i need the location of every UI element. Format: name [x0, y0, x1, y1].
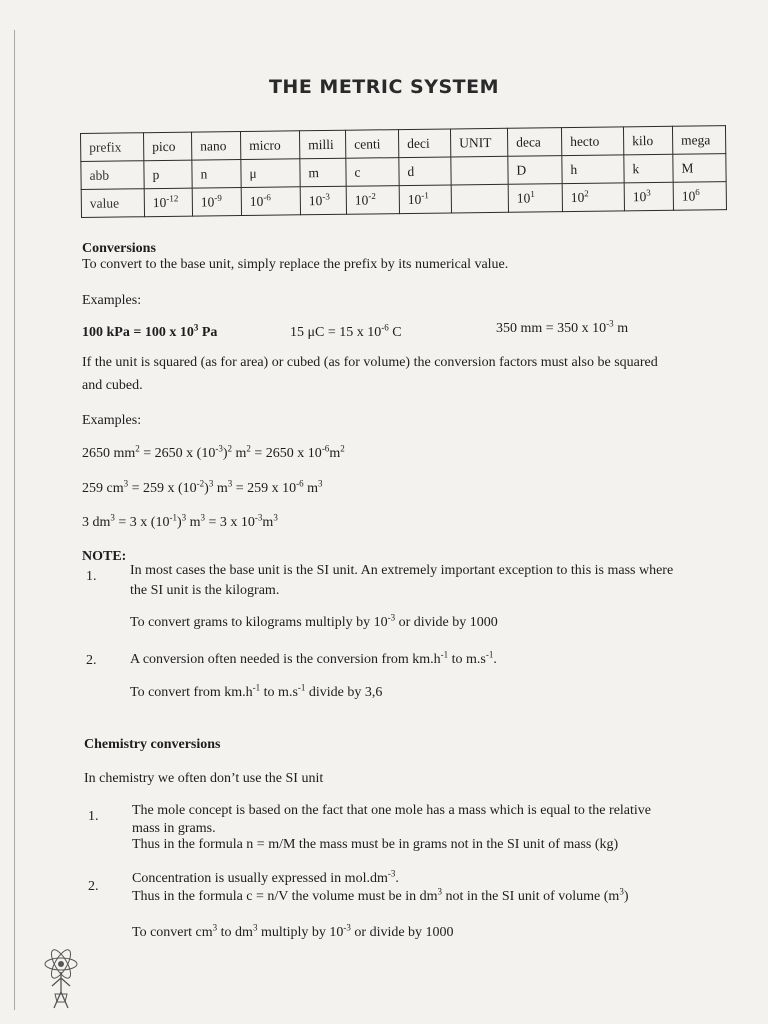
- table-row-header: prefix: [81, 133, 144, 162]
- chemistry-heading: Chemistry conversions: [84, 737, 221, 752]
- table-row-header: value: [81, 189, 144, 218]
- page-title: THE METRIC SYSTEM: [268, 76, 500, 98]
- table-cell: $10^{-6}$: [241, 187, 300, 216]
- example-microcoulomb: 15 μC = 15 x $10^{-6}$ C: [290, 322, 402, 340]
- squared-text-line2: and cubed.: [82, 378, 143, 393]
- table-cell: [451, 184, 508, 213]
- example-mm2: 2650 $mm^2 = 2650$ x $(10^{-3})^2$ $m^2 = 2650$ x $10^{-6}m^2$: [82, 443, 345, 461]
- table-cell: μ: [241, 159, 300, 188]
- table-cell: $10^{-1}$: [399, 185, 451, 214]
- table-cell: milli: [299, 130, 345, 159]
- table-cell: nano: [191, 132, 240, 161]
- table-cell: $10^3$: [624, 182, 673, 211]
- table-row-header: abb: [81, 161, 144, 190]
- table-cell: centi: [345, 130, 398, 159]
- table-cell: $10^{-9}$: [192, 188, 241, 217]
- table-cell: d: [399, 157, 451, 186]
- table-cell: $10^{-2}$: [346, 186, 399, 215]
- chemistry-2-number: 2.: [88, 879, 99, 894]
- note-2-line1: A conversion often needed is the conversion from $km.h^{-1}$ to $m.s^{-1}$.: [130, 649, 497, 667]
- table-cell: deca: [507, 128, 561, 157]
- chemistry-1-line3: Thus in the formula n = m/M the mass must be in grams not in the SI unit of mass (kg): [132, 837, 619, 852]
- table-cell: [451, 156, 508, 185]
- margin-line: [14, 30, 15, 1010]
- table-cell: mega: [672, 126, 725, 155]
- example-dm3: 3 $dm^3 = 3$ x $(10^{-1})^3$ $m^3 = 3$ x $10^{-3}m^3$: [82, 512, 278, 530]
- chemistry-intro: In chemistry we often don’t use the SI unit: [84, 771, 324, 786]
- conversions-intro: To convert to the base unit, simply replace the prefix by its numerical value.: [82, 257, 509, 272]
- prefix-table-body: [81, 126, 727, 218]
- table-cell: micro: [240, 131, 299, 160]
- note-2-convert: To convert from $km.h^{-1}$ to $m.s^{-1}$ divide by 3,6: [130, 682, 383, 700]
- conversions-heading: Conversions: [82, 241, 156, 256]
- table-cell: UNIT: [450, 128, 507, 157]
- table-cell: D: [508, 156, 562, 185]
- note-1-convert: To convert grams to kilograms multiply by $10^{-3}$ or divide by 1000: [130, 612, 498, 630]
- chemistry-1-line1: The mole concept is based on the fact that one mole has a mass which is equal to the relative: [132, 803, 651, 818]
- table-cell: k: [624, 154, 673, 183]
- table-cell: h: [562, 155, 624, 184]
- note-1-line1: In most cases the base unit is the SI unit. An extremely important exception to this is mass where: [130, 563, 674, 578]
- chemistry-2-line2: Thus in the formula c = n/V the volume must be in $dm^3$ not in the SI unit of volume $(m^3)$: [132, 886, 629, 904]
- chemistry-1-line2: mass in grams.: [132, 821, 216, 836]
- table-cell: c: [346, 158, 399, 187]
- table-cell: $10^2$: [562, 183, 624, 212]
- example-mm: 350 mm = 350 x $10^{-3}$ m: [496, 318, 629, 336]
- table-cell: p: [144, 160, 192, 189]
- table-cell: deci: [398, 129, 450, 158]
- example-kpa: 100 kPa = 100 x $10^3$ Pa: [82, 322, 218, 340]
- table-cell: $10^6$: [673, 182, 726, 211]
- chemistry-2-convert: To convert $cm^3$ to $dm^3$ multiply by $10^{-3}$ or divide by 1000: [132, 922, 454, 940]
- chemistry-1-number: 1.: [88, 809, 99, 824]
- table-cell: M: [673, 154, 726, 183]
- example-cm3: 259 $cm^3 = 259$ x $(10^{-2})^3$ $m^3 = 259$ x $10^{-6}$ $m^3$: [82, 478, 323, 496]
- squared-text-line1: If the unit is squared (as for area) or cubed (as for volume) the conversion factors must also be squared: [82, 355, 658, 370]
- table-cell: n: [192, 160, 241, 189]
- prefix-table: [80, 125, 727, 218]
- table-cell: hecto: [561, 127, 623, 156]
- atom-figure-icon: [40, 942, 82, 1014]
- table-cell: pico: [144, 132, 192, 161]
- examples-label: Examples:: [82, 293, 142, 308]
- table-cell: $10^{-12}$: [144, 188, 192, 217]
- note-1-line2: the SI unit is the kilogram.: [130, 583, 280, 598]
- table-cell: $10^{-3}$: [300, 186, 346, 215]
- table-cell: kilo: [623, 126, 672, 155]
- note-1-number: 1.: [86, 569, 97, 584]
- table-cell: m: [300, 158, 346, 187]
- table-cell: $10^1$: [508, 184, 562, 213]
- examples-label-2: Examples:: [82, 413, 142, 428]
- chemistry-2-line1: Concentration is usually expressed in $mol.dm^{-3}$.: [132, 868, 399, 886]
- note-2-number: 2.: [86, 653, 97, 668]
- note-heading: NOTE:: [82, 549, 127, 564]
